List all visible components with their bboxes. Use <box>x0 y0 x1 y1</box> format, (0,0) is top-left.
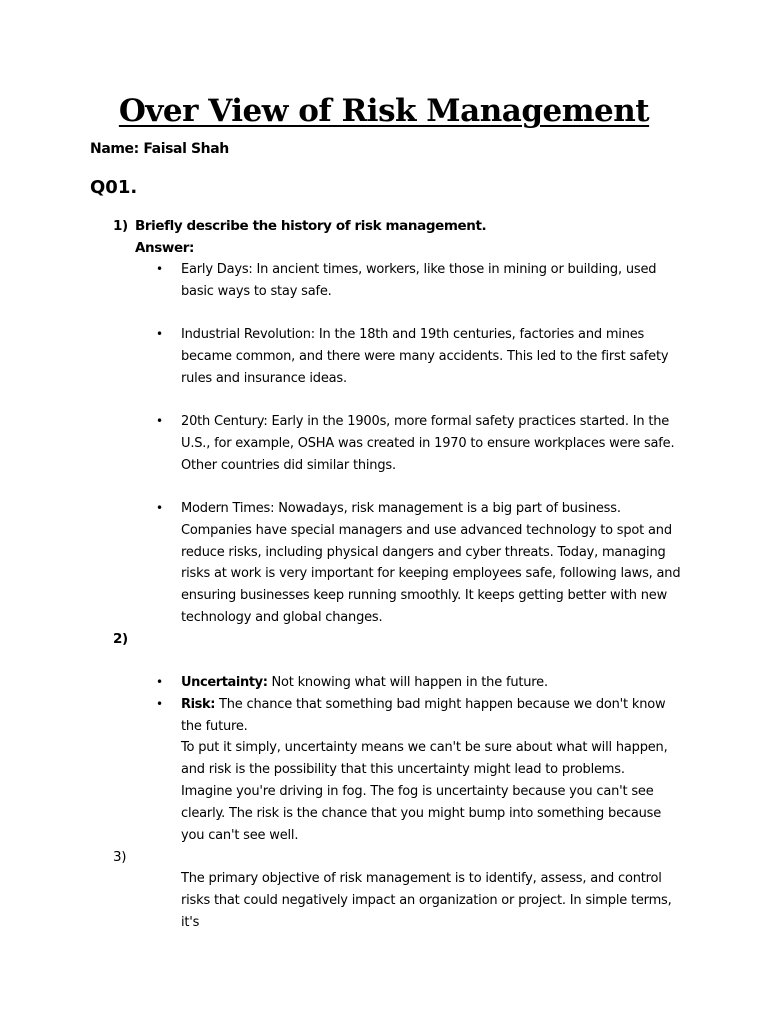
bullet-icon: • <box>156 262 164 276</box>
author-name: Name: Faisal Shah <box>90 141 229 157</box>
bullet-icon: • <box>156 675 164 689</box>
definition-risk <box>181 694 681 738</box>
question-number-2: 2) <box>113 631 128 647</box>
definition-uncertainty-text: Not knowing what will happen in the future. <box>267 675 548 690</box>
history-bullet-early-days: Early Days: In ancient times, workers, like those in mining or building, used basic ways to stay safe. <box>181 262 657 299</box>
question-number-3: 3) <box>113 849 127 865</box>
explanation-paragraph-1: To put it simply, uncertainty means we can't be sure about what will happen, and risk is the possibility that this uncertainty might lead to problems. <box>181 740 668 777</box>
explanation-paragraph-2: Imagine you're driving in fog. The fog is uncertainty because you can't see clearly. The risk is the chance that you might bump into something because you can't see well. <box>181 784 661 843</box>
question-number-1: 1) <box>113 218 128 234</box>
bullet-icon: • <box>156 327 164 341</box>
history-bullet-modern-times: Modern Times: Nowadays, risk management is a big part of business. Companies have special managers and use advanced technology to spot and reduce risks, including physical dangers and cyber threats. Today, managing risks at work is very important for keeping employees safe, following laws, and ensuring businesses keep running smoothly. It keeps getting better with new technology and global changes. <box>181 501 681 625</box>
bullet-icon: • <box>156 501 164 515</box>
term-risk: Risk: <box>181 697 216 712</box>
history-bullet-industrial-revolution: Industrial Revolution: In the 18th and 19th centuries, factories and mines became common, and there were many accidents. This led to the first safety rules and insurance ideas. <box>181 327 669 386</box>
definition-risk-text: The chance that something bad might happen because we don't know the future. <box>181 697 666 734</box>
question-prompt-1: Briefly describe the history of risk management. <box>135 218 487 234</box>
section-heading: Q01. <box>90 177 138 198</box>
answer-label: Answer: <box>135 240 194 256</box>
history-bullet-20th-century: 20th Century: Early in the 1900s, more formal safety practices started. In the U.S., for example, OSHA was created in 1970 to ensure workplaces were safe. Other countries did similar things. <box>181 414 675 473</box>
definition-uncertainty <box>181 672 681 694</box>
term-uncertainty: Uncertainty: <box>181 675 268 690</box>
bullet-icon: • <box>156 414 164 428</box>
bullet-icon: • <box>156 697 164 711</box>
objective-paragraph: The primary objective of risk management is to identify, assess, and control risks that could negatively impact an organization or project. In simple terms, it's <box>181 871 672 930</box>
document-title: Over View of Risk Management <box>118 93 650 129</box>
